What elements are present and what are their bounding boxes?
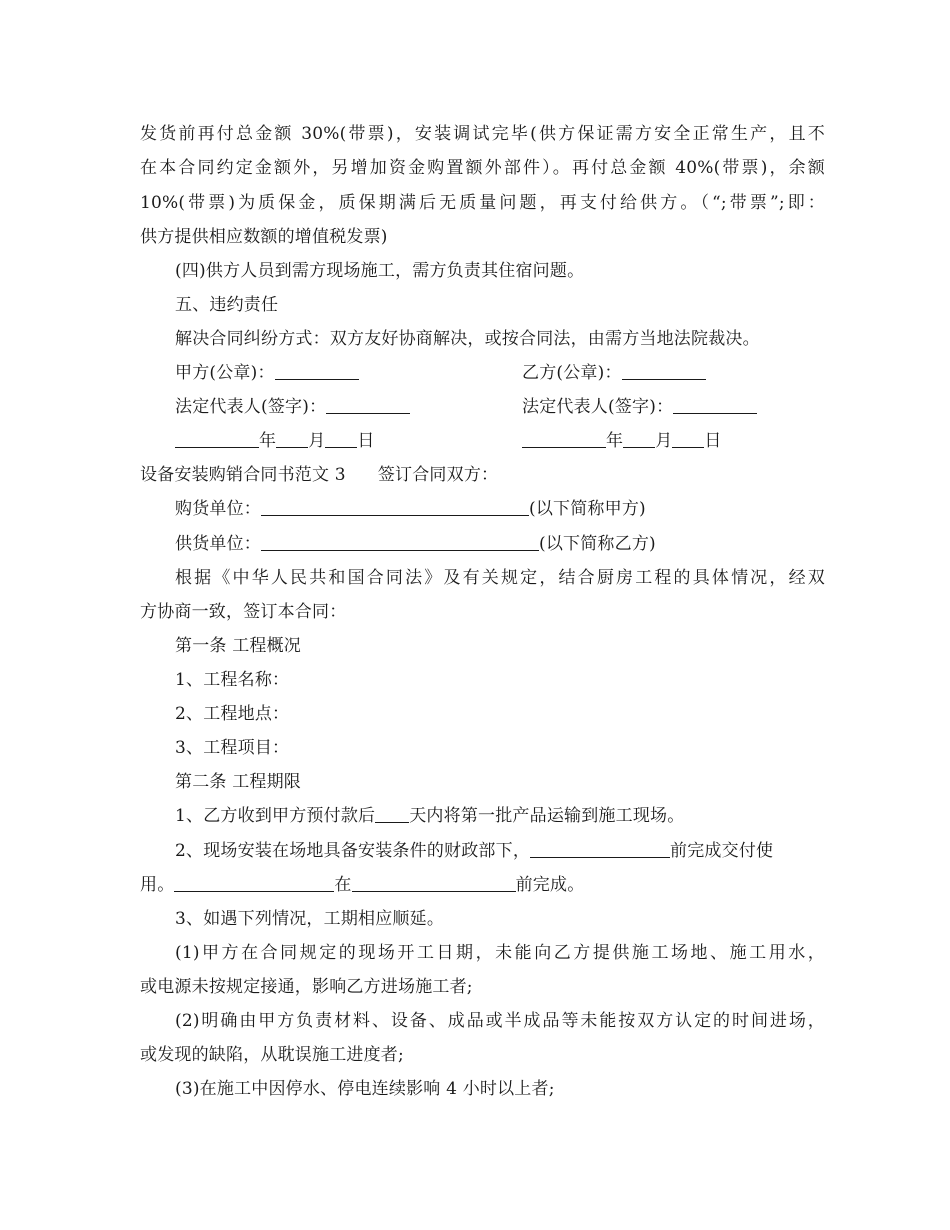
list-item: 2、工程地点： (175, 704, 290, 724)
article-heading: 第一条 工程概况 (175, 636, 302, 656)
document-title: 设备安装购销合同书范文 3 (140, 465, 346, 485)
paragraph-line: 解决合同纠纷方式：双方友好协商解决，或按合同法，由需方当地法院裁决。 (175, 329, 760, 349)
paragraph-line: 方协商一致，签订本合同： (140, 602, 347, 622)
date-line-b (522, 426, 722, 451)
list-item (175, 836, 773, 861)
paragraph-line: 发货前再付总金额 30%(带票)，安装调试完毕(供方保证需方安全正常生产，且不 (140, 124, 825, 144)
signature-blank (275, 364, 359, 380)
condition-item: (3)在施工中因停水、停电连续影响 4 小时以上者; (175, 1079, 555, 1099)
date-blank (672, 432, 704, 448)
condition-item: 或电源未按规定接通，影响乙方进场施工者; (140, 977, 473, 997)
list-item: 3、工程项目： (175, 738, 290, 758)
year-label: 年 (259, 431, 277, 451)
condition-item: 或发现的缺陷，从耽误施工进度者; (140, 1045, 404, 1065)
list-item-text: 在 (334, 875, 352, 895)
condition-item: (2)明确由甲方负责材料、设备、成品或半成品等未能按双方认定的时间进场， (175, 1011, 825, 1031)
signature-rep-a (175, 392, 410, 417)
date-blank (174, 876, 334, 892)
contract-parties-label: 签订合同双方： (377, 465, 499, 485)
article-heading: 第二条 工程期限 (175, 772, 302, 792)
days-blank (375, 807, 409, 823)
date-line-a (175, 426, 375, 451)
buyer-blank (261, 500, 529, 516)
section-heading: 五、违约责任 (175, 295, 279, 315)
buyer-label: 购货单位： (175, 499, 261, 519)
day-label: 日 (704, 431, 722, 451)
date-blank (276, 432, 308, 448)
list-item-text: 1、乙方收到甲方预付款后 (175, 806, 376, 826)
paragraph-line (140, 870, 584, 895)
date-blank (522, 432, 606, 448)
date-blank (530, 842, 670, 858)
signature-party-b (522, 358, 706, 383)
date-blank (352, 876, 516, 892)
list-item-text: 前完成。 (515, 875, 585, 895)
list-item-text: 用。 (140, 875, 175, 895)
list-item: 1、工程名称： (175, 670, 290, 690)
signature-blank (326, 398, 410, 414)
signature-label: 法定代表人(签字)： (175, 397, 327, 417)
signature-label: 甲方(公章)： (175, 363, 275, 383)
signature-label: 乙方(公章)： (522, 363, 622, 383)
signature-rep-b (522, 392, 757, 417)
list-item-text: 前完成交付使 (670, 841, 774, 861)
paragraph-line: 供方提供相应数额的增值税发票) (140, 227, 388, 247)
seller-label: 供货单位： (175, 534, 261, 554)
month-label: 月 (655, 431, 673, 451)
paragraph-line: 10%(带票)为质保金，质保期满后无质量问题，再支付给供方。（“;带票”;即： (140, 193, 825, 213)
paragraph-line: 在本合同约定金额外，另增加资金购置额外部件）。再付总金额 40%(带票)，余额 (140, 158, 825, 178)
day-label: 日 (357, 431, 375, 451)
signature-label: 法定代表人(签字)： (522, 397, 674, 417)
seller-blank (261, 535, 539, 551)
list-item (175, 801, 684, 826)
signature-party-a (175, 358, 359, 383)
date-blank (175, 432, 259, 448)
buyer-line (175, 494, 646, 519)
list-item-text: 2、现场安装在场地具备安装条件的财政部下， (175, 841, 531, 861)
date-blank (325, 432, 357, 448)
paragraph-line: 根据《中华人民共和国合同法》及有关规定，结合厨房工程的具体情况，经双 (175, 568, 825, 588)
list-item: 3、如遇下列情况，工期相应顺延。 (175, 909, 445, 929)
list-item-text: 天内将第一批产品运输到施工现场。 (409, 806, 685, 826)
signature-blank (673, 398, 757, 414)
seller-line (175, 529, 656, 554)
condition-item: (1)甲方在合同规定的现场开工日期，未能向乙方提供施工场地、施工用水， (175, 943, 825, 963)
date-blank (623, 432, 655, 448)
paragraph-line: (四)供方人员到需方现场施工，需方负责其住宿问题。 (175, 261, 585, 281)
seller-note: (以下简称乙方) (539, 534, 656, 554)
buyer-note: (以下简称甲方) (529, 499, 646, 519)
signature-blank (622, 364, 706, 380)
document-title-line (140, 460, 498, 485)
year-label: 年 (606, 431, 624, 451)
month-label: 月 (308, 431, 326, 451)
